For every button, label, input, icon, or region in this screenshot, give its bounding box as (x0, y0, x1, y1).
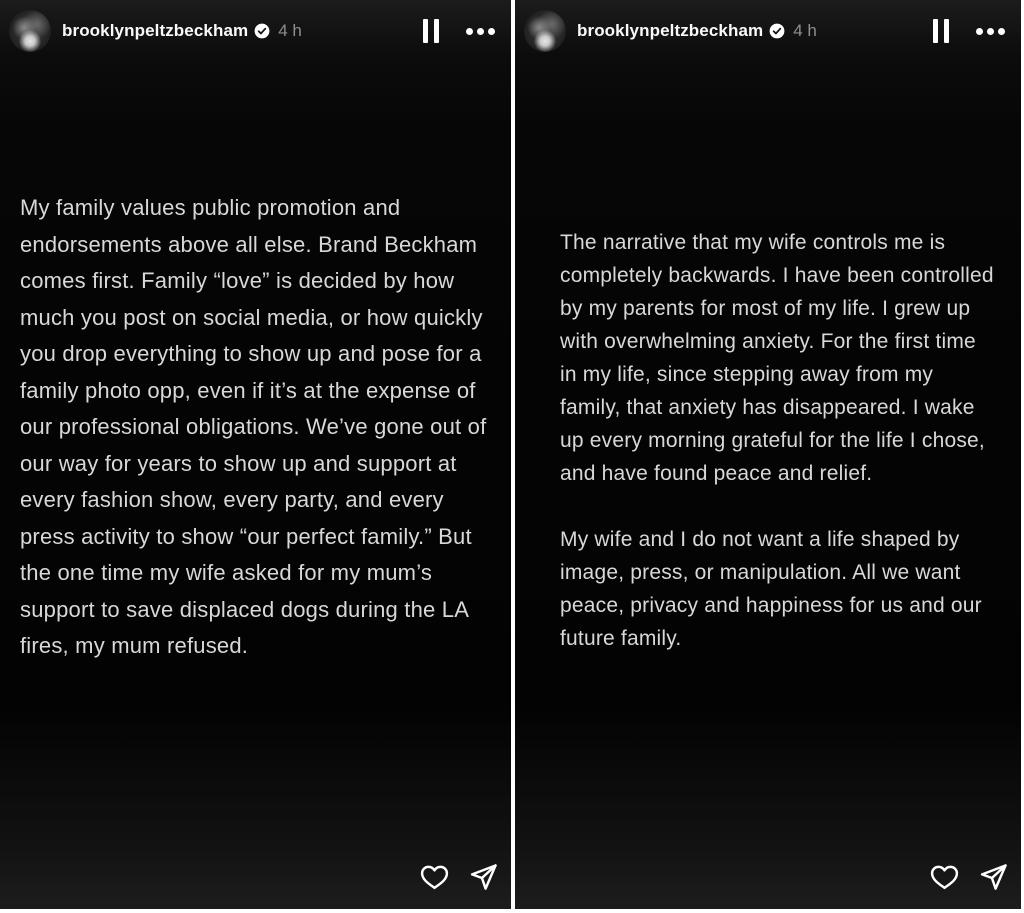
more-options-icon[interactable] (466, 24, 495, 39)
header-actions (931, 17, 1005, 45)
story-panel-left[interactable] (0, 0, 511, 909)
story-timestamp: 4 h (278, 21, 302, 40)
pause-icon[interactable] (421, 17, 441, 45)
more-options-icon[interactable] (976, 24, 1005, 39)
avatar[interactable] (524, 10, 566, 52)
user-row[interactable] (577, 21, 817, 41)
story-paragraph: The narrative that my wife controls me is completely backwards. I have been controlled by my parents for most of my life. I grew up with overwhelming anxiety. For the first time in my life, since stepping away from my family, that anxiety has disappeared. I wake up every morning grateful for the life I chose, and have found peace and relief. (560, 231, 994, 485)
username[interactable]: brooklynpeltzbeckham (62, 21, 249, 40)
verified-badge-icon (254, 23, 270, 39)
story-panel-right[interactable] (515, 0, 1021, 909)
story-header (515, 0, 1021, 62)
story-timestamp: 4 h (793, 21, 817, 40)
story-paragraph: My family values public promotion and endorsements above all else. Brand Beckham comes first. Family “love” is decided by how much you post on social media, or how quickly you drop everything to show up and pose for a family photo opp, even if it’s at the expense of our professional obligations. We’ve gone out of our way for years to show up and support at every fashion show, every party, and every press activity to show “our perfect family.” But the one time my wife asked for my mum’s support to save displaced dogs during the LA fires, my mum refused. (20, 195, 487, 658)
header-actions (421, 17, 495, 45)
footer-actions (419, 862, 499, 893)
paper-plane-icon[interactable] (468, 862, 499, 893)
verified-badge-icon (769, 23, 785, 39)
footer-actions (929, 862, 1009, 893)
avatar[interactable] (9, 10, 51, 52)
user-row[interactable] (62, 21, 302, 41)
username[interactable]: brooklynpeltzbeckham (577, 21, 764, 40)
story-paragraph: My wife and I do not want a life shaped by image, press, or manipulation. All we want peace, privacy and happiness for us and our future family. (560, 528, 982, 650)
story-header (0, 0, 511, 62)
heart-icon[interactable] (419, 862, 450, 893)
heart-icon[interactable] (929, 862, 960, 893)
paper-plane-icon[interactable] (978, 862, 1009, 893)
pause-icon[interactable] (931, 17, 951, 45)
story-body (560, 226, 994, 655)
story-body (20, 190, 502, 665)
